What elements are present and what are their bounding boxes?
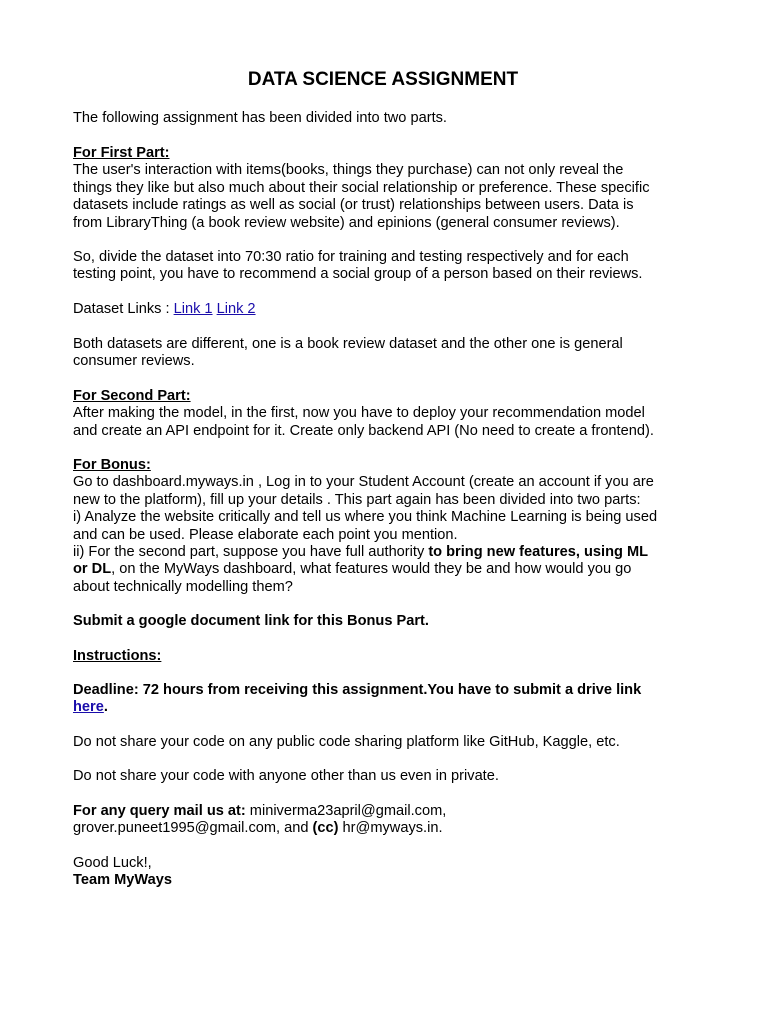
second-part-heading: For Second Part: [73, 388, 191, 404]
deadline-paragraph: Deadline: 72 hours from receiving this assignment.You have to submit a drive link here. [73, 682, 642, 716]
bonus-submit-note: Submit a google document link for this Bonus Part. [73, 613, 429, 629]
divide-paragraph: So, divide the dataset into 70:30 ratio for training and testing respectively and for each testing point, you have to recommend a social group of a person based on their reviews. [73, 249, 643, 283]
email-3: hr@myways.in. [338, 820, 443, 837]
instructions-heading-block [73, 648, 703, 665]
first-part-heading: For First Part: [73, 145, 170, 161]
no-share-private-text: Do not share your code with anyone other than us even in private. [73, 768, 499, 784]
email-2: grover.puneet1995@gmail.com, and [73, 820, 313, 837]
bonus-section: For Bonus: Go to dashboard.myways.in , Log in to your Student Account (create an account if you are new to the platform), fill up your details . This part again has been divided into two parts: i) Analyze the website critically and tell us where you think Machine Learning is being used and can be used. Please elaborate each point you mention. ii) For the second part, suppose you have full authority to bring new features, using ML or DL, on the MyWays dashboard, what features would they be and how would you go about technically modelling them? [73, 457, 703, 596]
first-part-section: For First Part: The user's interaction with items(books, things they purchase) can not only reveal the things they like but also much about their social relationship or preference. These specific datasets include ratings as well as social (or trust) relationships between users. Data is from LibraryThing (a book review website) and epinions (general consumer reviews). [73, 145, 703, 232]
bonus-heading: For Bonus: [73, 457, 151, 473]
second-part-section: For Second Part: After making the model, in the first, now you have to deploy your recommendation model and create an API endpoint for it. Create only backend API (No need to create a frontend). [73, 388, 703, 440]
document-title: DATA SCIENCE ASSIGNMENT [247, 69, 519, 90]
dataset-link-1[interactable]: Link 1 [173, 301, 213, 317]
dataset-links-label: Dataset Links : [73, 301, 174, 317]
intro-text: The following assignment has been divided into two parts. [73, 110, 447, 126]
contact-paragraph: For any query mail us at: miniverma23april@gmail.com, grover.puneet1995@gmail.com, and (cc) hr@myways.in. [73, 803, 447, 837]
dataset-links-line [73, 301, 703, 318]
team-name: Team MyWays [73, 872, 172, 889]
no-share-public-text: Do not share your code on any public code sharing platform like GitHub, Kaggle, etc. [73, 734, 620, 750]
drive-submit-link[interactable]: here [73, 699, 104, 716]
greeting: Good Luck!, [73, 855, 152, 871]
signoff [73, 855, 703, 890]
datasets-paragraph: Both datasets are different, one is a book review dataset and the other one is general consumer reviews. [73, 336, 623, 370]
instructions-heading: Instructions: [73, 648, 162, 664]
dataset-link-2[interactable]: Link 2 [216, 301, 256, 317]
contact-label: For any query mail us at: [73, 803, 246, 819]
email-1: miniverma23april@gmail.com, [245, 803, 447, 819]
